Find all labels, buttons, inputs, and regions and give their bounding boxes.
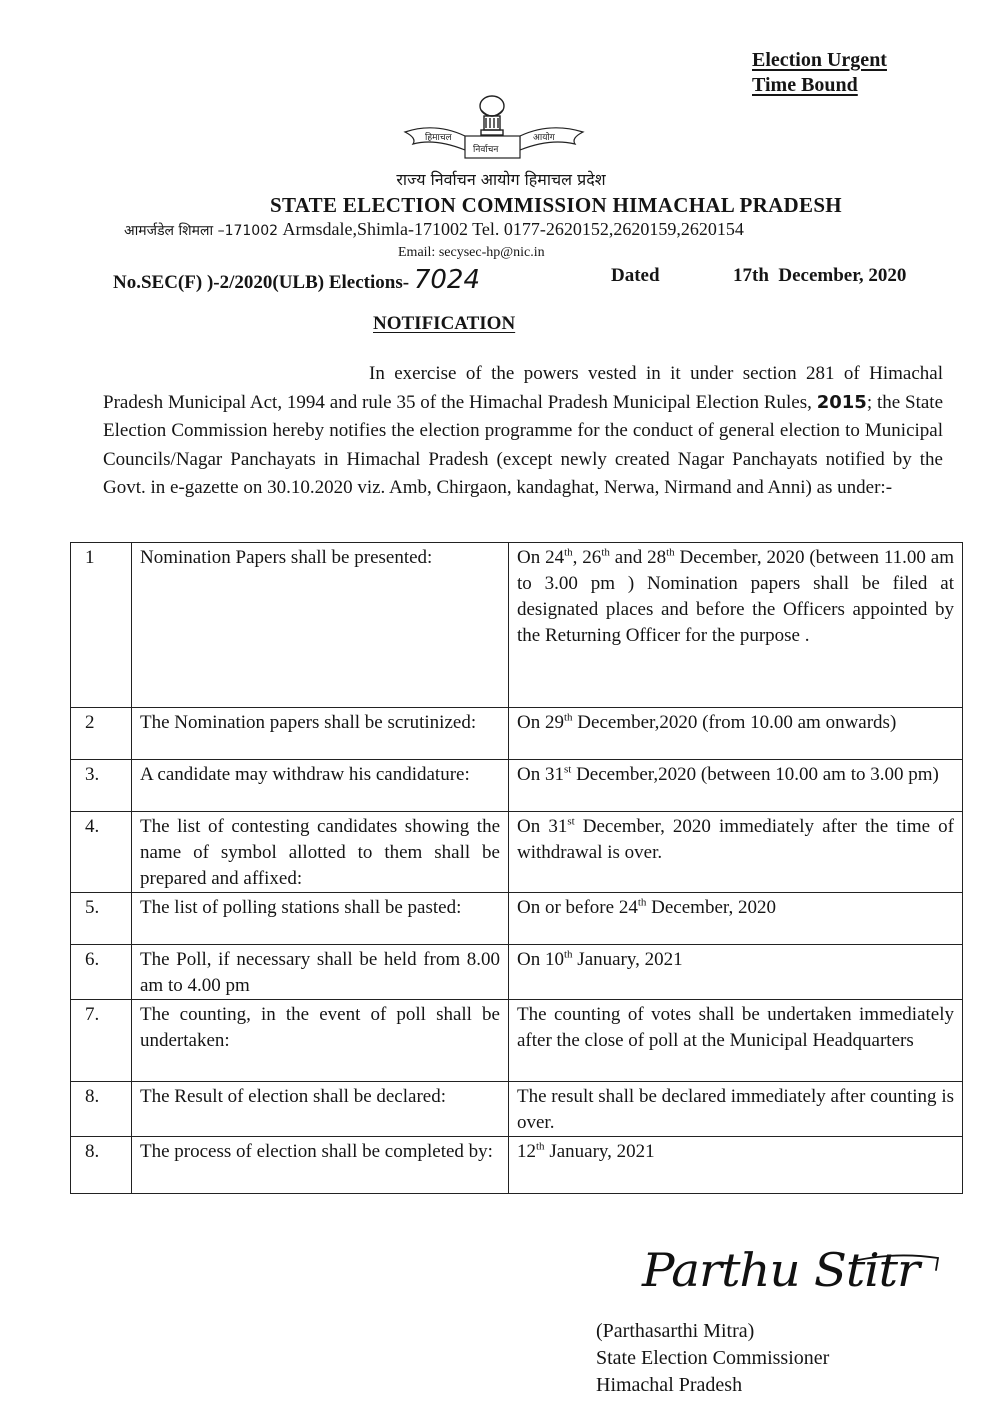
- organization-name: STATE ELECTION COMMISSION HIMACHAL PRADESH: [270, 193, 842, 217]
- schedule-row: [71, 1000, 963, 1082]
- schedule-row: [71, 893, 963, 945]
- schedule-row-value: On 24th, 26th and 28th December, 2020 (between 11.00 am to 3.00 pm ) Nomination papers shall be filed at designated places and before the Officers appointed by the Returning Officer for the purpose .: [509, 543, 963, 708]
- election-schedule-table: [70, 542, 963, 1194]
- hindi-title: राज्य निर्वाचन आयोग हिमाचल प्रदेश: [396, 170, 606, 189]
- reference-number: [113, 265, 480, 295]
- emblem-label-right: आयोग: [533, 133, 555, 143]
- signer-name: (Parthasarthi Mitra): [596, 1320, 755, 1342]
- schedule-row-description: A candidate may withdraw his candidature:: [132, 760, 509, 812]
- intro-paragraph: [103, 360, 943, 503]
- schedule-row-number: 3.: [71, 760, 132, 812]
- schedule-row-description: The counting, in the event of poll shall be undertaken:: [132, 1000, 509, 1082]
- schedule-row-description: The Nomination papers shall be scrutinized:: [132, 708, 509, 760]
- schedule-row-value: On 10th January, 2021: [509, 945, 963, 1000]
- schedule-row-number: 8.: [71, 1082, 132, 1137]
- schedule-row-description: The Poll, if necessary shall be held from 8.00 am to 4.00 pm: [132, 945, 509, 1000]
- urgency-line-1: Election Urgent: [752, 49, 887, 71]
- schedule-row: [71, 708, 963, 760]
- signature-text: Parthu Stitr: [642, 1243, 920, 1297]
- schedule-row: [71, 760, 963, 812]
- schedule-row-description: Nomination Papers shall be presented:: [132, 543, 509, 708]
- date-value: 17th December, 2020: [733, 265, 907, 286]
- address-hindi: आमर्जडेल शिमला –171002: [124, 223, 279, 239]
- state-emblem-icon: [395, 92, 590, 164]
- schedule-row-number: 6.: [71, 945, 132, 1000]
- schedule-row-number: 1: [71, 543, 132, 708]
- schedule-row-value: The counting of votes shall be undertaken immediately after the close of poll at the Municipal Headquarters: [509, 1000, 963, 1082]
- schedule-row-number: 7.: [71, 1000, 132, 1082]
- schedule-row: [71, 1082, 963, 1137]
- schedule-row-value: On 31st December, 2020 immediately after the time of withdrawal is over.: [509, 812, 963, 893]
- urgency-line-2: Time Bound: [752, 74, 858, 96]
- schedule-row-number: 8.: [71, 1137, 132, 1194]
- handwritten-year: 2015: [816, 391, 867, 413]
- signature: [636, 1236, 946, 1316]
- handwritten-number: 7024: [413, 265, 480, 295]
- notification-title: NOTIFICATION: [373, 313, 516, 334]
- schedule-row-value: The result shall be declared immediately after counting is over.: [509, 1082, 963, 1137]
- schedule-row: [71, 1137, 963, 1194]
- schedule-row-description: The Result of election shall be declared:: [132, 1082, 509, 1137]
- schedule-row-description: The list of polling stations shall be pasted:: [132, 893, 509, 945]
- intro-text-1: In exercise of the powers vested in it under section 281 of Himachal Pradesh Municipal Act, 1994 and rule 35 of the Himachal Pradesh Municipal Election Rules,: [103, 363, 943, 413]
- schedule-row-value: On or before 24th December, 2020: [509, 893, 963, 945]
- email-line: Email: secysec-hp@nic.in: [398, 245, 545, 260]
- schedule-row-description: The list of contesting candidates showing the name of symbol allotted to them shall be prepared and affixed:: [132, 812, 509, 893]
- signer-state: Himachal Pradesh: [596, 1374, 743, 1396]
- schedule-row-number: 5.: [71, 893, 132, 945]
- lion-capital-icon: [480, 96, 504, 135]
- signer-designation: State Election Commissioner: [596, 1347, 830, 1369]
- reference-prefix: No.SEC(F) )-2/2020(ULB) Elections-: [113, 272, 410, 293]
- address-english: Armsdale,Shimla-171002 Tel. 0177-2620152,2620159,2620154: [282, 219, 744, 239]
- emblem-label-left: हिमाचल: [425, 133, 452, 143]
- dated-label: Dated: [611, 265, 660, 286]
- schedule-row-description: The process of election shall be completed by:: [132, 1137, 509, 1194]
- intro-text-2: ; the State Election Commission hereby notifies the election programme for the conduct of general election to Municipal Councils/Nagar Panchayats in Himachal Pradesh (except newly created Nagar Panchayats notified by the Govt. in e-gazette on 30.10.2020 viz. Amb, Chirgaon, kandaghat, Nerwa, Nirmand and Anni) as under:-: [103, 391, 944, 498]
- schedule-row-value: 12th January, 2021: [509, 1137, 963, 1194]
- schedule-row: [71, 812, 963, 893]
- schedule-row-value: On 31st December,2020 (between 10.00 am to 3.00 pm): [509, 760, 963, 812]
- schedule-row-number: 4.: [71, 812, 132, 893]
- emblem-label-center: निर्वाचन: [473, 145, 499, 155]
- schedule-row-number: 2: [71, 708, 132, 760]
- schedule-row: [71, 945, 963, 1000]
- urgency-notice: [752, 48, 887, 98]
- signer-block: [596, 1318, 829, 1399]
- address-line: [124, 219, 744, 240]
- schedule-row-value: On 29th December,2020 (from 10.00 am onwards): [509, 708, 963, 760]
- schedule-row: [71, 543, 963, 708]
